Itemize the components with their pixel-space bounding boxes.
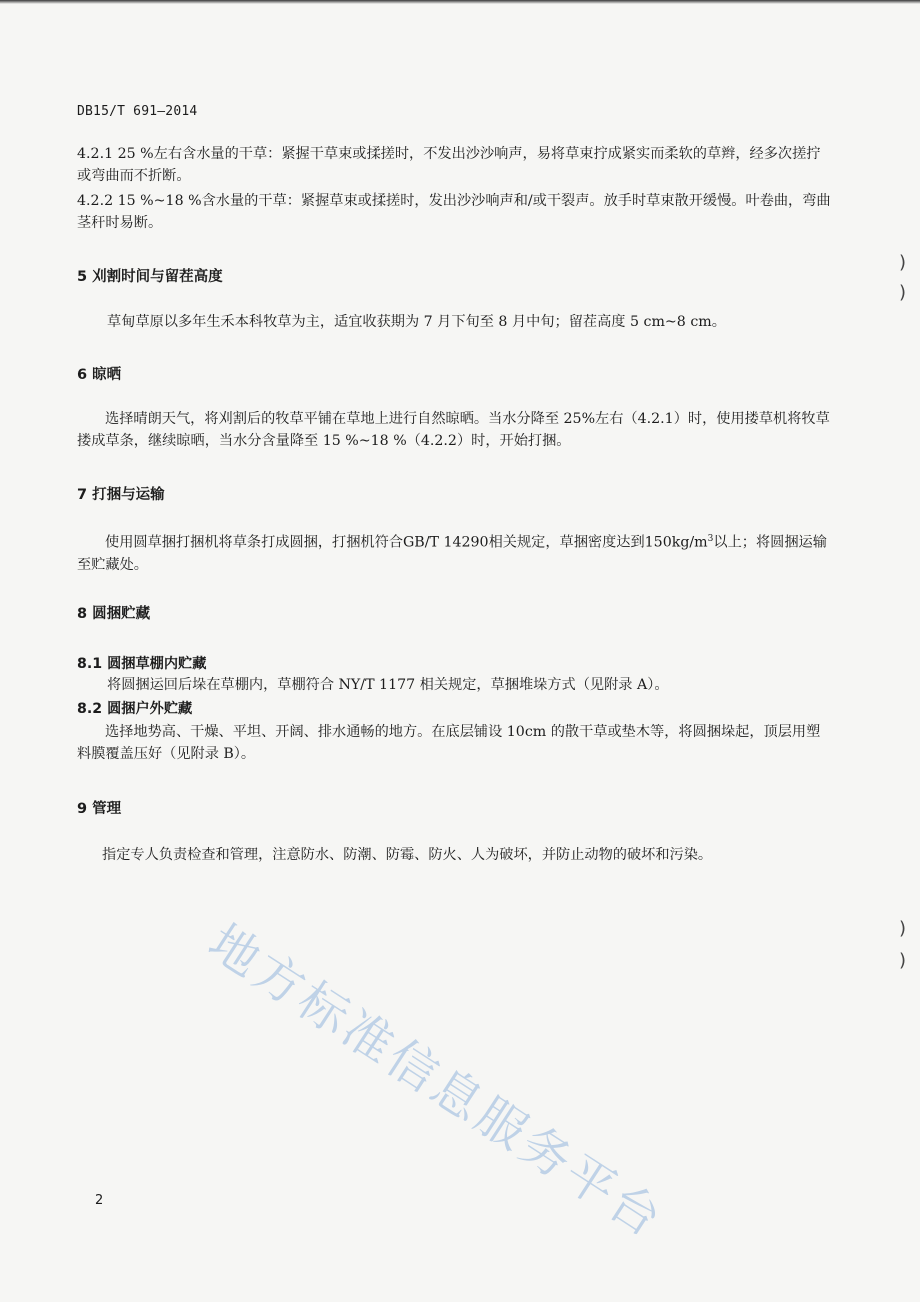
paragraph-section-7-text: 使用圆草捆打捆机将草条打成圆捆，打捆机符合GB/T 14290相关规定，草捆密度达到150kg/m (105, 534, 708, 551)
paragraph-section-7-tail: 以上；将圆捆运输至贮藏处。 (77, 534, 827, 573)
watermark-text: 地方标准信息服务平台 (198, 913, 675, 1250)
margin-bracket-mark: ) (899, 252, 907, 273)
document-code: DB15/T 691—2014 (77, 104, 198, 119)
scan-top-edge (0, 0, 920, 4)
heading-section-8: 8 圆捆贮藏 (77, 606, 151, 622)
heading-section-8-1: 8.1 圆捆草棚内贮藏 (77, 656, 207, 672)
paragraph-section-8-2: 选择地势高、干燥、平坦、开阔、排水通畅的地方。在底层铺设 10cm 的散干草或垫木等，将圆捆垛起，顶层用塑料膜覆盖压好（见附录 B）。 (77, 724, 821, 762)
paragraph-section-6: 选择晴朗天气，将刈割后的牧草平铺在草地上进行自然晾晒。当水分降至 25%左右（4.2.1）时，使用搂草机将牧草搂成草条，继续晾晒，当水分含量降至 15 %~18 %（4.2.2）时，开始打捆。 (77, 411, 830, 449)
superscript-cubic: 3 (707, 534, 714, 544)
heading-section-8-2: 8.2 圆捆户外贮藏 (77, 701, 193, 717)
margin-bracket-mark: ) (899, 950, 907, 971)
paragraph-section-5: 草甸草原以多年生禾本科牧草为主，适宜收获期为 7 月下旬至 8 月中旬；留茬高度 5 cm~8 cm。 (107, 314, 726, 330)
paragraph-section-7 (77, 528, 837, 576)
heading-section-9: 9 管理 (77, 801, 122, 817)
margin-bracket-mark: ) (899, 282, 907, 303)
paragraph-section-9: 指定专人负责检查和管理，注意防水、防潮、防霉、防火、人为破坏，并防止动物的破坏和污染。 (102, 847, 713, 863)
clause-4-2-2: 4.2.2 15 %~18 %含水量的干草：紧握草束或揉搓时，发出沙沙响声和/或干裂声。放手时草束散开缓慢。叶卷曲，弯曲茎秆时易断。 (77, 193, 831, 231)
clause-4-2-1: 4.2.1 25 %左右含水量的干草：紧握干草束或揉搓时，不发出沙沙响声，易将草束拧成紧实而柔软的草辫，经多次搓拧或弯曲而不折断。 (77, 146, 821, 184)
heading-section-5: 5 刈割时间与留茬高度 (77, 269, 223, 285)
page-number: 2 (95, 1193, 104, 1208)
paragraph-section-8-1: 将圆捆运回后垛在草棚内，草棚符合 NY/T 1177 相关规定，草捆堆垛方式（见附录 A）。 (107, 677, 669, 693)
heading-section-6: 6 晾晒 (77, 367, 122, 383)
heading-section-7: 7 打捆与运输 (77, 487, 165, 503)
margin-bracket-mark: ) (899, 918, 907, 939)
